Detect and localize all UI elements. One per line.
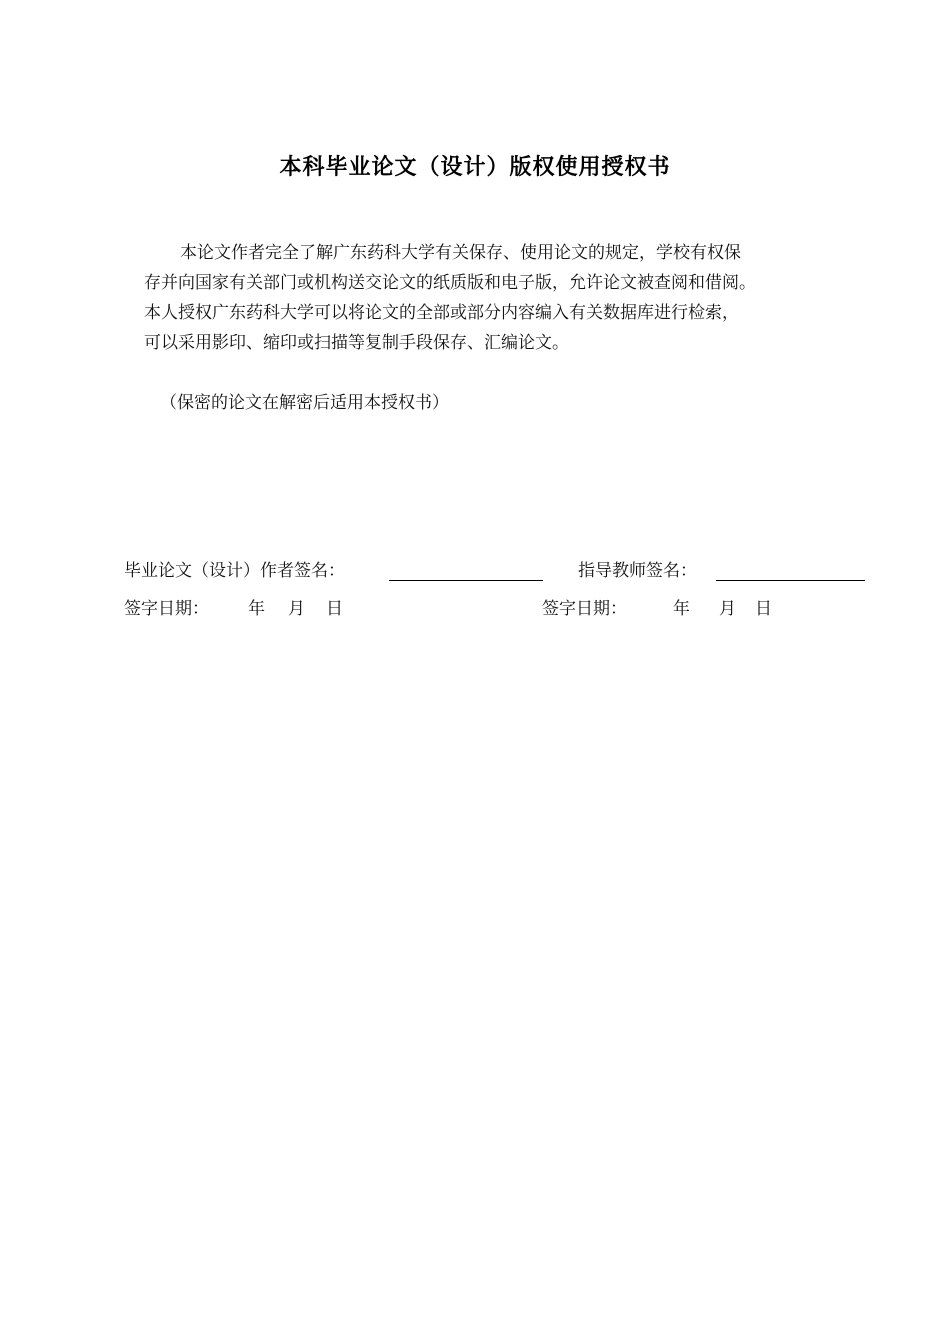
advisor-date-day: 日 (755, 599, 772, 619)
confidential-note: （保密的论文在解密后适用本授权书） (160, 393, 449, 413)
author-date-month: 月 (288, 599, 305, 619)
paragraph-line: 本论文作者完全了解广东药科大学有关保存、使用论文的规定，学校有权保 (180, 243, 741, 263)
authorization-paragraph (144, 238, 844, 358)
author-date-label: 签字日期： (124, 599, 209, 619)
advisor-date-month: 月 (719, 599, 736, 619)
author-signature-label: 毕业论文（设计）作者签名： (124, 561, 345, 581)
author-signature-line[interactable] (389, 580, 543, 581)
paragraph-line: 本人授权广东药科大学可以将论文的全部或部分内容编入有关数据库进行检索， (144, 303, 739, 323)
advisor-signature-label: 指导教师签名： (578, 561, 697, 581)
paragraph-line: 可以采用影印、缩印或扫描等复制手段保存、汇编论文。 (144, 333, 569, 353)
paragraph-line: 存并向国家有关部门或机构送交论文的纸质版和电子版，允许论文被查阅和借阅。 (144, 273, 756, 293)
advisor-date-label: 签字日期： (542, 599, 627, 619)
document-title: 本科毕业论文（设计）版权使用授权书 (279, 155, 671, 180)
author-date-year: 年 (248, 599, 265, 619)
advisor-signature-line[interactable] (716, 580, 865, 581)
advisor-date-year: 年 (673, 599, 690, 619)
author-date-day: 日 (326, 599, 343, 619)
